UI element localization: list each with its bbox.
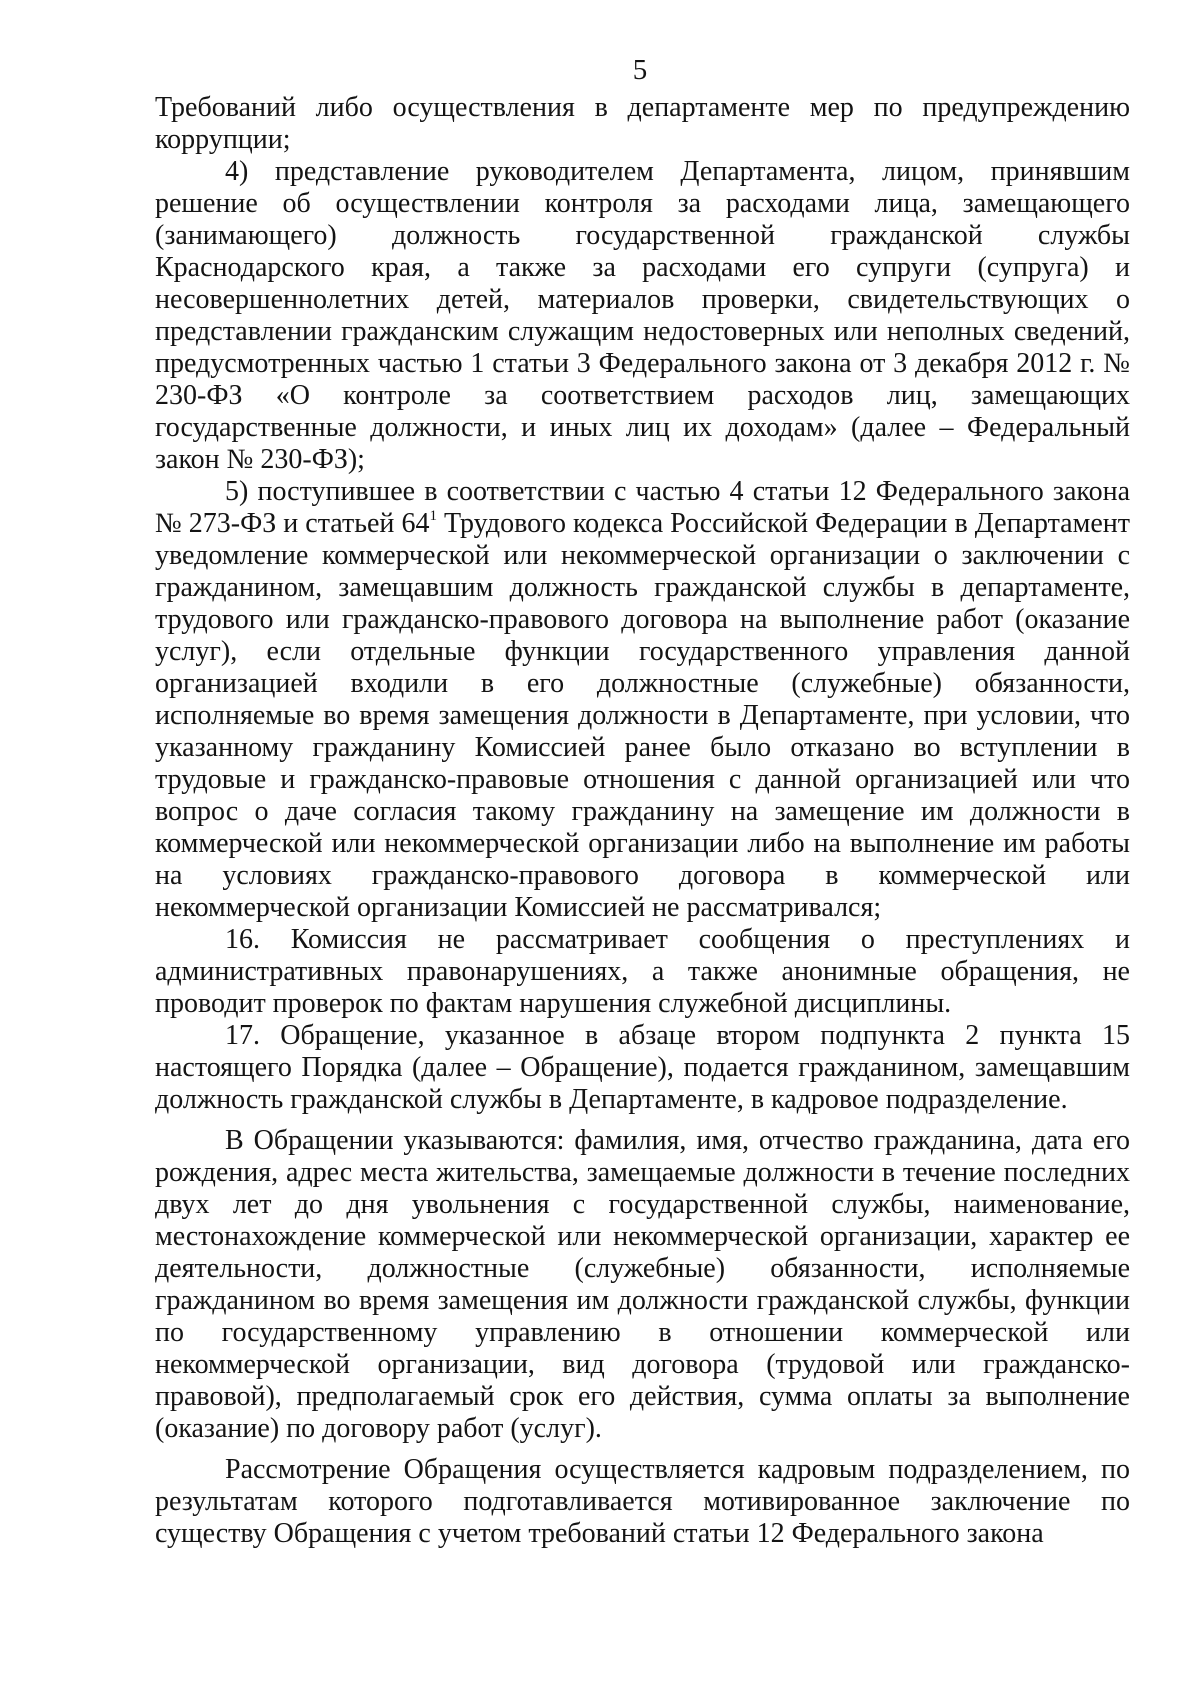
paragraph-item-4: 4) представление руководителем Департамента, лицом, принявшим решение об осуществлении контроля за расходами лица, замещающего (занимающего) должность государственной гражданской службы Краснодарского края, а также за расходами его супруги (супруга) и несовершеннолетних детей, материалов проверки, свидетельствующих о представлении гражданским служащим недостоверных или неполных сведений, предусмотренных частью 1 статьи 3 Федерального закона от 3 декабря 2012 г. № 230-ФЗ «О контроле за соответствием расходов лиц, замещающих государственные должности, и иных лиц их доходам» (далее – Федеральный закон № 230-ФЗ); (155, 156, 1130, 475)
paragraph-clause-17: 17. Обращение, указанное в абзаце втором подпункта 2 пункта 15 настоящего Порядка (далее – Обращение), подается гражданином, замещавшим должность гражданской службы в Департаменте, в кадровое подразделение. (155, 1020, 1130, 1115)
paragraph-appeal-review: Рассмотрение Обращения осуществляется кадровым подразделением, по результатам которого подготавливается мотивированное заключение по существу Обращения с учетом требований статьи 12 Федерального закона (155, 1454, 1130, 1549)
paragraph-continuation: Требований либо осуществления в департаменте мер по предупреждению коррупции; (155, 92, 1130, 155)
paragraph-item-5 (155, 476, 1130, 924)
paragraph-item-5-text-a: 5) поступившее в соответствии с частью 4 статьи 12 Федерального закона № 273-ФЗ и статьей 64 (155, 476, 1130, 539)
paragraph-appeal-contents: В Обращении указываются: фамилия, имя, отчество гражданина, дата его рождения, адрес места жительства, замещаемые должности в течение последних двух лет до дня увольнения с государственной службы, наименование, местонахождение коммерческой или некоммерческой организации, характер ее деятельности, должностные (служебные) обязанности, исполняемые гражданином во время замещения им должности гражданской службы, функции по государственному управлению в отношении коммерческой или некоммерческой организации, вид договора (трудовой или гражданско-правовой), предполагаемый срок его действия, сумма оплаты за выполнение (оказание) по договору работ (услуг). (155, 1125, 1130, 1444)
paragraph-item-5-text-b: Трудового кодекса Российской Федерации в Департамент уведомление коммерческой или некоммерческой организации о заключении с гражданином, замещавшим должность гражданской службы в департаменте, трудового или гражданско-правового договора на выполнение работ (оказание услуг), если отдельные функции государственного управления данной организацией входили в его должностные (служебные) обязанности, исполняемые во время замещения должности в Департаменте, при условии, что указанному гражданину Комиссией ранее было отказано во вступлении в трудовые и гражданско-правовые отношения с данной организацией или что вопрос о даче согласия такому гражданину на замещение им должности в коммерческой или некоммерческой организации либо на выполнение им работы на условиях гражданско-правового договора в коммерческой или некоммерческой организации Комиссией не рассматривался; (155, 508, 1130, 923)
document-body (155, 92, 1130, 1550)
page-number: 5 (632, 54, 648, 86)
paragraph-clause-16: 16. Комиссия не рассматривает сообщения о преступлениях и административных правонарушениях, а также анонимные обращения, не проводит проверок по фактам нарушения служебной дисциплины. (155, 924, 1130, 1019)
footnote-superscript: 1 (429, 508, 437, 524)
